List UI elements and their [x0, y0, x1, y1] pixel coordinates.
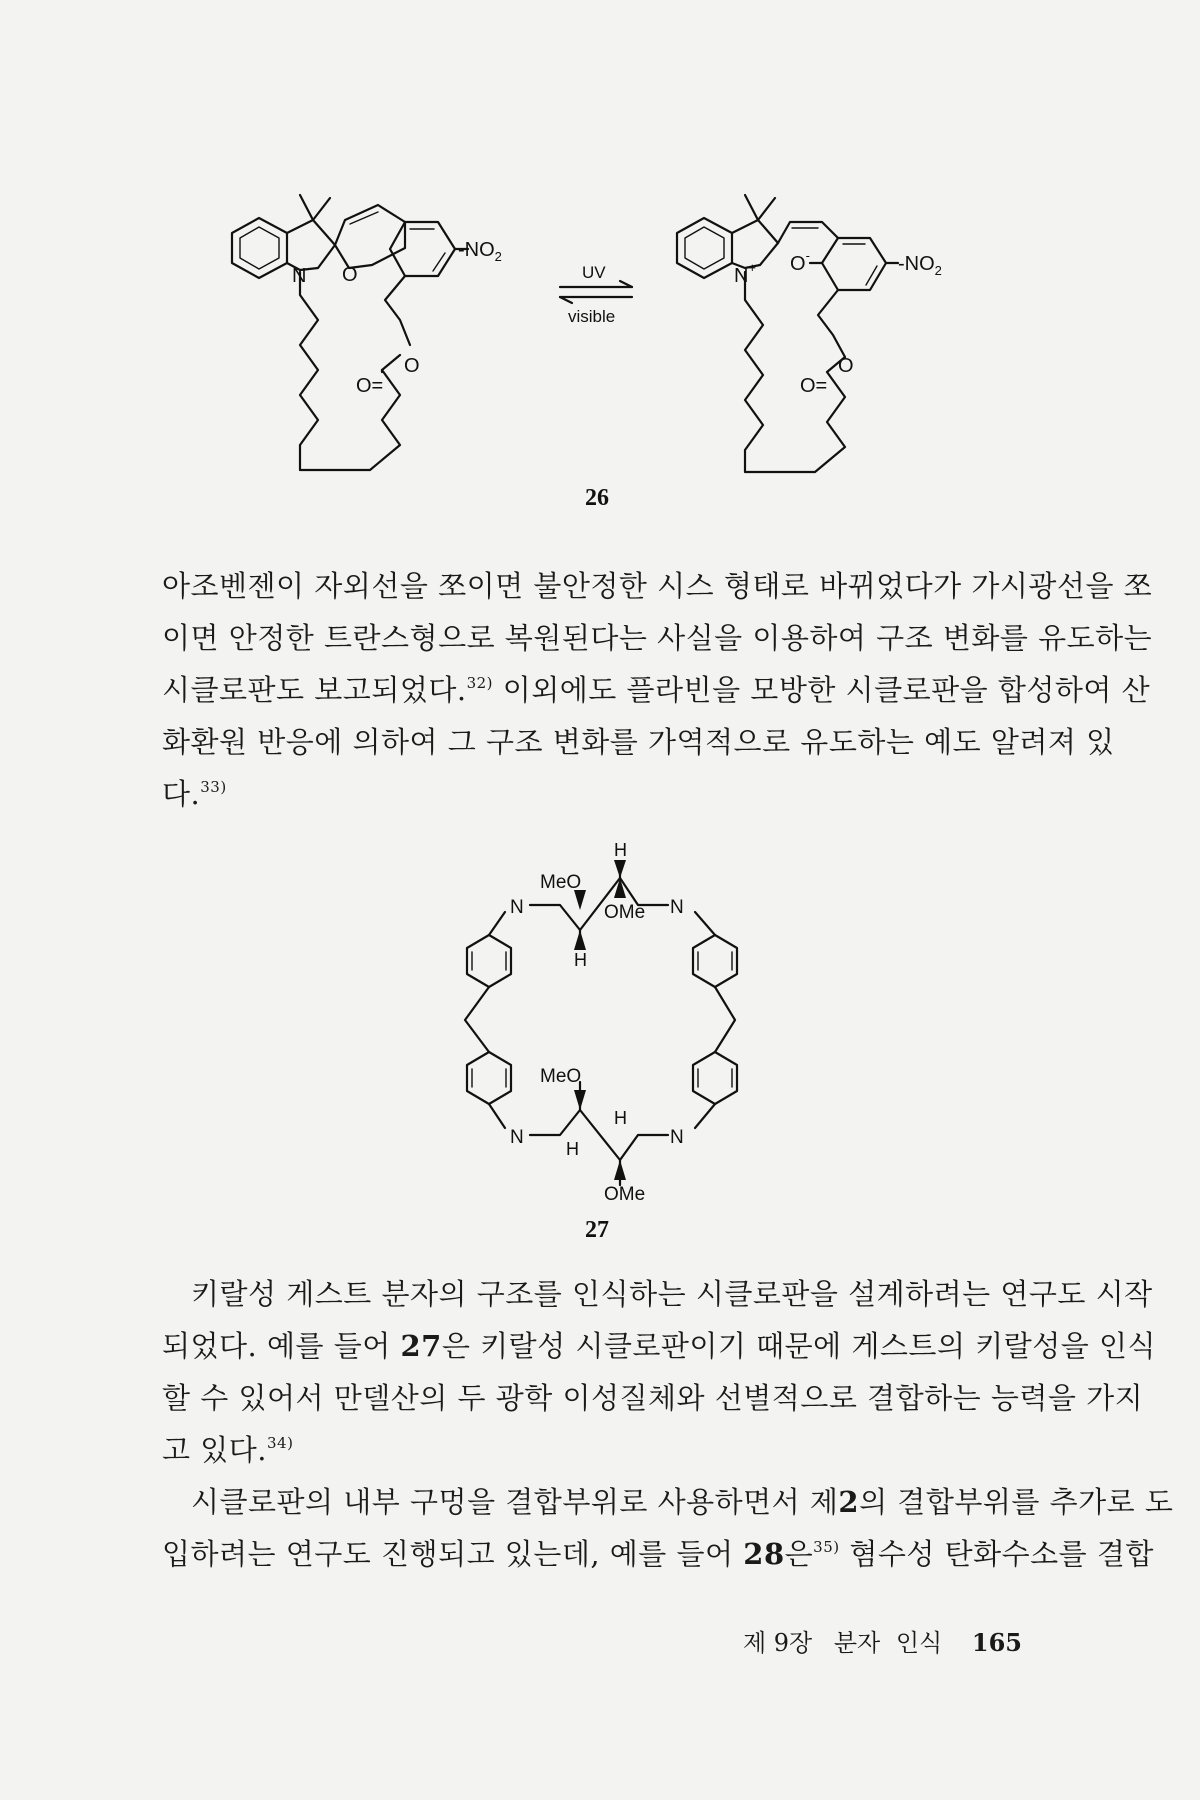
left-n-atom: N: [292, 265, 307, 287]
reference-33: 33): [200, 778, 227, 796]
paragraph-1-line-1: 아조벤젠이 자외선을 쪼이면 불안정한 시스 형태로 바뀌었다가 가시광선을 쪼: [162, 569, 1153, 603]
chapter-title-word-1: 분자: [833, 1629, 881, 1657]
paragraph-2-line-3: 할 수 있어서 만델산의 두 광학 이성질체와 선별적으로 결합하는 능력을 가지: [162, 1381, 1144, 1415]
meo-label-top: MeO: [540, 872, 582, 893]
paragraph-2: [162, 1268, 1156, 1476]
n-atom-bottom-right: N: [670, 1127, 684, 1148]
wedge-top-right-h: [614, 860, 626, 878]
left-o-atom: O: [342, 264, 358, 286]
ordinal-2: 2: [838, 1485, 860, 1519]
h-atom-top: H: [614, 840, 627, 860]
compound-number-27: 27: [585, 1217, 609, 1243]
n-atom-top-left: N: [510, 897, 524, 918]
wedge-bottom-left: [574, 1090, 586, 1110]
paragraph-3-line-1: 시클로판의 내부 구멍을 결합부위로 사용하면서 제2의 결합부위를 추가로 도: [191, 1485, 1174, 1519]
reference-34: 34): [266, 1434, 294, 1452]
phenyl-ring-bottom-left: [467, 1052, 511, 1104]
right-carbonyl: O=: [800, 375, 828, 397]
compound-ref-27: 27: [400, 1329, 442, 1363]
page-number: 165: [971, 1628, 1022, 1657]
page-footer: [743, 1623, 1022, 1658]
compound-ref-28: 28: [743, 1537, 785, 1571]
chapter-title-word-2: 인식: [895, 1629, 943, 1657]
left-carbonyl: O=: [356, 375, 384, 397]
right-ester-oxygen: O: [838, 355, 854, 377]
right-no2-group: $-NO_2$: [898, 253, 942, 278]
ome-label-bottom: OMe: [604, 1184, 646, 1205]
left-no2-group: $-NO_2$: [458, 239, 502, 264]
ome-label-top: OMe: [604, 902, 646, 923]
paragraph-1-line-4: 화환원 반응에 의하여 그 구조 변화를 가역적으로 유도하는 예도 알려져 있: [162, 725, 1115, 759]
paragraph-2-line-1: 키랄성 게스트 분자의 구조를 인식하는 시클로판을 설계하려는 연구도 시작: [191, 1277, 1153, 1311]
h-atom-top-left: H: [574, 950, 587, 970]
left-ester-oxygen: O: [404, 355, 420, 377]
wedge-top-right: [614, 878, 626, 898]
left-nitrobenzene-ring: [390, 222, 455, 276]
paragraph-2-line-2: 되었다. 예를 들어 27은 키랄성 시클로판이기 때문에 게스트의 키랄성을 인식: [162, 1329, 1156, 1363]
meo-label-bottom: MeO: [540, 1066, 582, 1087]
h-atom-bottom-right: H: [614, 1108, 627, 1128]
figure-26-scheme: [0, 0, 1200, 560]
n-atom-bottom-left: N: [510, 1127, 524, 1148]
phenyl-ring-top-left: [467, 935, 511, 987]
visible-arrow-label: visible: [568, 307, 616, 326]
right-n-atom: N+: [734, 260, 757, 287]
right-o-atom: O-: [790, 248, 810, 275]
left-five-membered-ring: [287, 220, 335, 270]
figure-27-structure: [0, 835, 1200, 1255]
paragraph-2-line-4: 고 있다.$^{34)}$: [162, 1433, 294, 1467]
right-phenolate-ring: [822, 238, 886, 290]
phenyl-ring-bottom-right: [693, 1052, 737, 1104]
paragraph-1-line-2: 이면 안정한 트란스형으로 복원된다는 사실을 이용하여 구조 변화를 유도하는: [162, 621, 1153, 655]
phenyl-ring-top-right: [693, 935, 737, 987]
paragraph-3-line-2: 입하려는 연구도 진행되고 있는데, 예를 들어 28은$^{35)}$ 혐수성 탄화수소를 결합: [162, 1537, 1154, 1571]
uv-arrow-label: UV: [582, 263, 606, 282]
h-atom-bottom-left: H: [566, 1139, 579, 1159]
wedge-top-left: [574, 930, 586, 950]
reference-32: 32): [466, 674, 494, 692]
paragraph-1: [162, 560, 1153, 820]
wedge-bottom-right: [614, 1160, 626, 1180]
compound-number-26: 26: [585, 485, 609, 511]
wedge-top-left-meo: [574, 890, 586, 910]
reference-35: 35): [813, 1538, 840, 1556]
n-atom-top-right: N: [670, 897, 684, 918]
paragraph-1-line-5: 다.$^{33)}$: [162, 777, 227, 811]
paragraph-3: [162, 1476, 1174, 1580]
chapter-label: 제 9장: [742, 1629, 813, 1657]
paragraph-1-line-3: 시클로판도 보고되었다.$^{32)}$ 이외에도 플라빈을 모방한 시클로판을 합성하여 산: [162, 673, 1151, 707]
